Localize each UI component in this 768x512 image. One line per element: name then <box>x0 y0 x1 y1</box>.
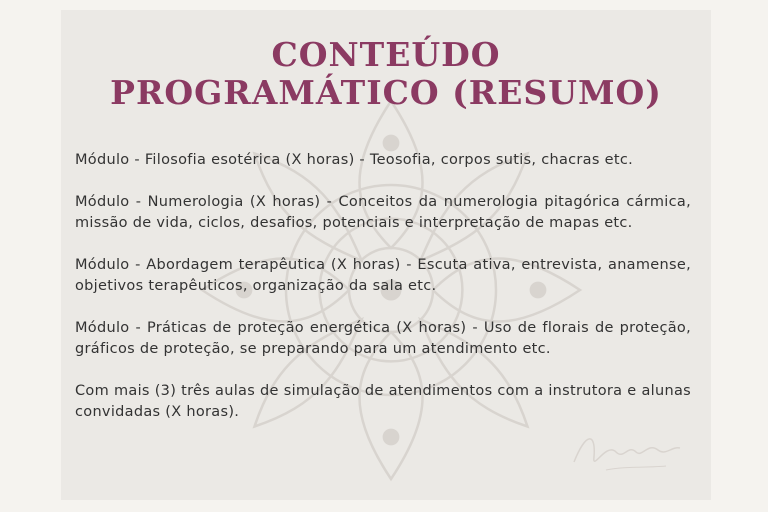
signature-watermark-icon <box>566 422 686 482</box>
title-line-1: CONTEÚDO <box>271 35 501 74</box>
paragraph-module-protection: Módulo - Práticas de proteção energética (X horas) - Uso de florais de proteção, gráficos de proteção, se preparando para um atendimento etc. <box>75 320 691 357</box>
paragraph-simulation-classes: Com mais (3) três aulas de simulação de atendimentos com a instrutora e alunas convidadas (X horas). <box>75 383 691 420</box>
content-card <box>61 10 711 500</box>
paragraph-module-numerology: Módulo - Numerologia (X horas) - Conceitos da numerologia pitagórica cármica, missão de vida, ciclos, desafios, potenciais e interpretação de mapas etc. <box>75 194 691 231</box>
paragraph-module-therapeutic: Módulo - Abordagem terapêutica (X horas) - Escuta ativa, entrevista, anamense, objetivos terapêuticos, organização da sala etc. <box>75 257 691 294</box>
title-line-2: PROGRAMÁTICO (RESUMO) <box>110 73 662 112</box>
program-content <box>75 150 691 423</box>
page-title <box>61 36 711 112</box>
paragraph-module-philosophy: Módulo - Filosofia esotérica (X horas) - Teosofia, corpos sutis, chacras etc. <box>75 152 634 168</box>
